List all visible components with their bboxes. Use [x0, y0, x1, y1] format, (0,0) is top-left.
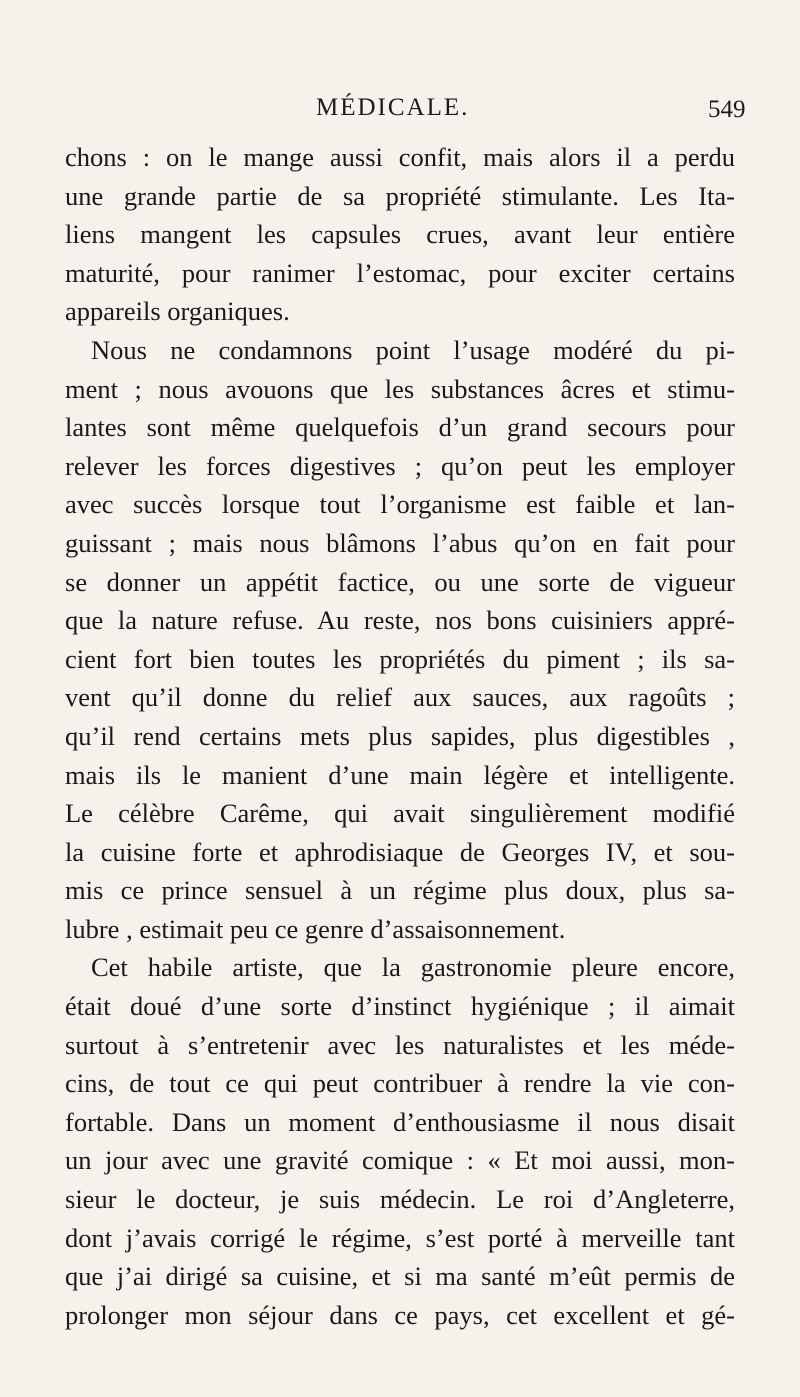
- page-header: [0, 94, 800, 134]
- text-line: une grande partie de sa propriété stimulante. Les Ita-: [65, 180, 735, 211]
- text-line: guissant ; mais nous blâmons l’abus qu’on en fait pour: [65, 527, 735, 558]
- text-line: cient fort bien toutes les propriétés du piment ; ils sa-: [65, 643, 735, 674]
- text-line: la cuisine forte et aphrodisiaque de Georges IV, et sou-: [65, 836, 735, 867]
- text-line: vent qu’il donne du relief aux sauces, aux ragoûts ;: [65, 682, 735, 713]
- text-line: un jour avec une gravité comique : « Et moi aussi, mon-: [65, 1145, 735, 1176]
- text-line: cins, de tout ce qui peut contribuer à rendre la vie con-: [65, 1068, 735, 1099]
- text-line: fortable. Dans un moment d’enthousiasme il nous disait: [65, 1106, 735, 1137]
- text-line: prolonger mon séjour dans ce pays, cet excellent et gé-: [65, 1299, 735, 1330]
- text-line: ment ; nous avouons que les substances âcres et stimu-: [65, 373, 735, 404]
- text-line: relever les forces digestives ; qu’on peut les employer: [65, 450, 735, 481]
- text-line: se donner un appétit factice, ou une sorte de vigueur: [65, 566, 735, 597]
- text-line: avec succès lorsque tout l’organisme est faible et lan-: [65, 489, 735, 520]
- text-line: mais ils le manient d’une main légère et intelligente.: [65, 759, 735, 790]
- text-line: liens mangent les capsules crues, avant leur entière: [65, 219, 735, 250]
- text-line: Le célèbre Carême, qui avait singulièrement modifié: [65, 798, 735, 829]
- text-line: chons : on le mange aussi confit, mais alors il a perdu: [65, 142, 735, 172]
- text-line: lubre , estimait peu ce genre d’assaisonnement.: [65, 913, 566, 944]
- text-line: lantes sont même quelquefois d’un grand secours pour: [65, 412, 735, 443]
- text-line: surtout à s’entretenir avec les naturalistes et les méde-: [65, 1029, 735, 1060]
- text-line: que j’ai dirigé sa cuisine, et si ma santé m’eût permis de: [65, 1261, 735, 1292]
- text-line: qu’il rend certains mets plus sapides, plus digestibles ,: [65, 720, 735, 751]
- text-line: était doué d’une sorte d’instinct hygiénique ; il aimait: [65, 991, 735, 1022]
- text-line: appareils organiques.: [65, 296, 290, 327]
- text-line: Cet habile artiste, que la gastronomie pleure encore,: [91, 952, 735, 983]
- text-line: dont j’avais corrigé le régime, s’est porté à merveille tant: [65, 1222, 735, 1253]
- text-line: maturité, pour ranimer l’estomac, pour exciter certains: [65, 257, 735, 288]
- text-line: que la nature refuse. Au reste, nos bons cuisiniers appré-: [65, 605, 735, 636]
- running-head: MÉDICALE.: [316, 94, 470, 121]
- text-line: sieur le docteur, je suis médecin. Le roi d’Angleterre,: [65, 1184, 735, 1215]
- page-number: 549: [708, 96, 746, 123]
- text-line: mis ce prince sensuel à un régime plus doux, plus sa-: [65, 875, 735, 906]
- body-text: [65, 138, 735, 1334]
- text-line: Nous ne condamnons point l’usage modéré du pi-: [91, 334, 735, 365]
